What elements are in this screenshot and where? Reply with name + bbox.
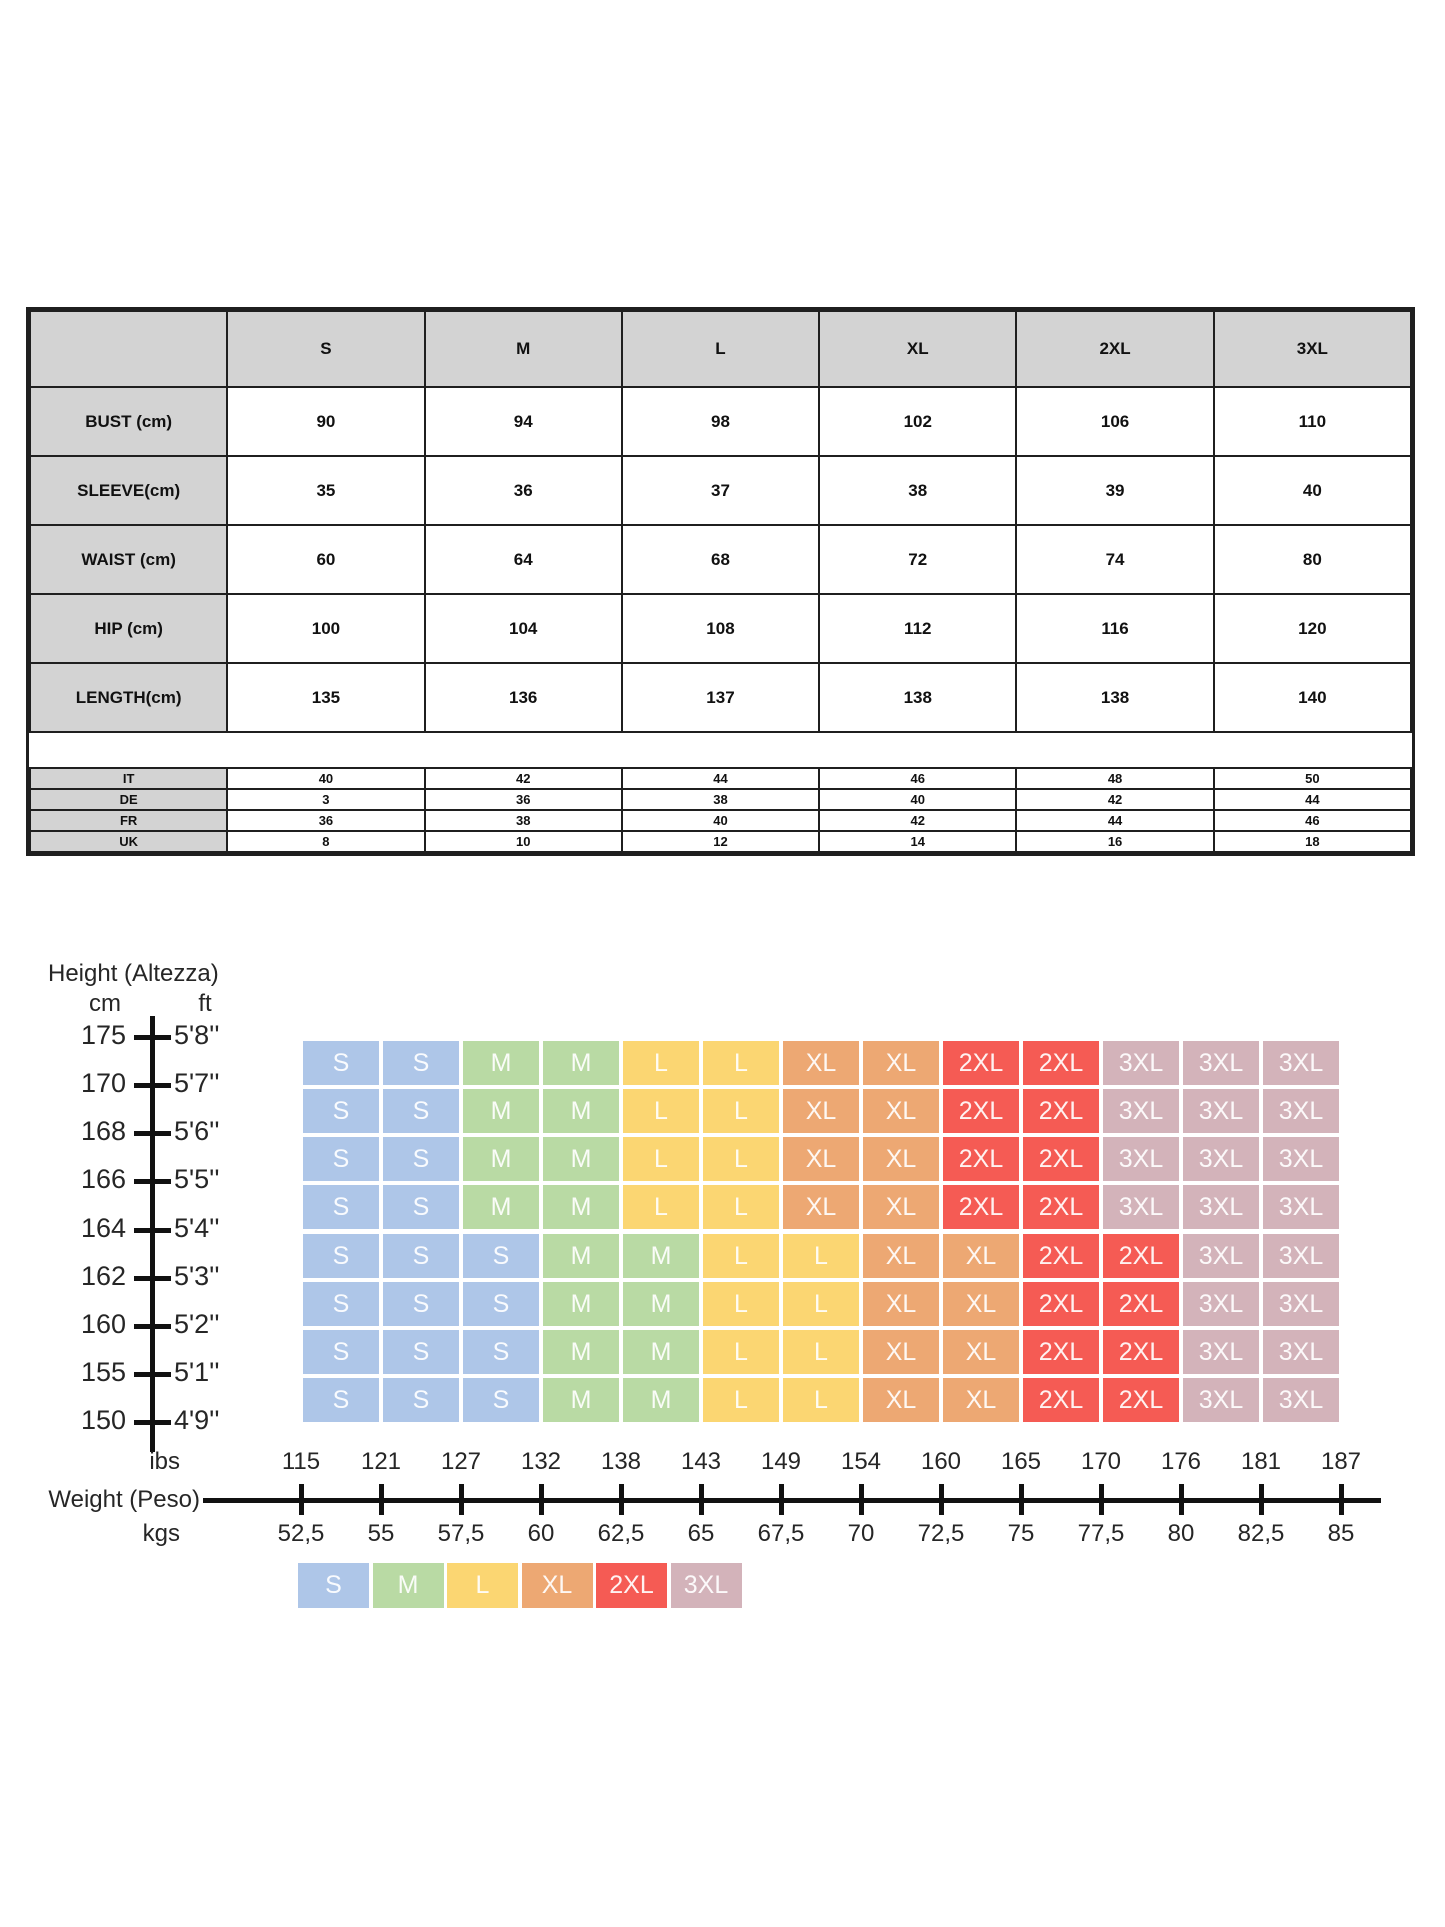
weight-kgs-tick-label: 60 (527, 1520, 555, 1547)
size-grid-cell: 3XL (1263, 1137, 1339, 1181)
weight-lbs-tick-label: 127 (440, 1448, 482, 1475)
measurement-value: 100 (227, 594, 424, 663)
height-cm-tick-label: 155 (80, 1357, 126, 1387)
size-column-header: 2XL (1016, 311, 1213, 387)
measurement-row-label: HIP (cm) (30, 594, 227, 663)
conversion-size-value: 14 (819, 831, 1016, 852)
unit-cm-label: cm (89, 990, 121, 1017)
size-grid-cell: 2XL (1023, 1185, 1099, 1229)
weight-lbs-tick-label: 154 (840, 1448, 882, 1475)
height-ft-tick-label: 4'9'' (174, 1405, 220, 1435)
height-axis-title: Height (Altezza) (48, 960, 219, 987)
measurement-value: 138 (1016, 663, 1213, 732)
weight-tick-mark (1019, 1484, 1024, 1515)
size-grid-cell: 3XL (1103, 1041, 1179, 1085)
weight-tick-mark (459, 1484, 464, 1515)
size-grid-cell: S (463, 1378, 539, 1422)
size-grid-cell: S (383, 1282, 459, 1326)
weight-lbs-tick-label: 132 (520, 1448, 562, 1475)
weight-lbs-tick-label: 170 (1080, 1448, 1122, 1475)
conversion-size-value: 44 (1016, 810, 1213, 831)
size-grid-cell: 3XL (1263, 1234, 1339, 1278)
size-grid-cell: M (463, 1089, 539, 1133)
size-grid-cell: XL (863, 1041, 939, 1085)
size-grid-cell: 3XL (1103, 1089, 1179, 1133)
weight-tick-mark (1339, 1484, 1344, 1515)
size-legend-swatch: 2XL (596, 1563, 667, 1608)
size-grid-cell: XL (783, 1041, 859, 1085)
measurement-value: 36 (425, 456, 622, 525)
size-grid-cell: S (383, 1185, 459, 1229)
size-grid-cell: L (783, 1282, 859, 1326)
size-grid-cell: S (383, 1234, 459, 1278)
measurement-row-label: LENGTH(cm) (30, 663, 227, 732)
size-legend-swatch: S (298, 1563, 369, 1608)
size-grid-cell: M (623, 1234, 699, 1278)
weight-lbs-tick-label: 121 (360, 1448, 402, 1475)
weight-tick-mark (299, 1484, 304, 1515)
size-grid-cell: S (383, 1330, 459, 1374)
size-grid-cell: L (703, 1330, 779, 1374)
weight-lbs-tick-label: 160 (920, 1448, 962, 1475)
measurement-value: 112 (819, 594, 1016, 663)
measurement-value: 60 (227, 525, 424, 594)
measurement-value: 80 (1214, 525, 1411, 594)
conversion-size-value: 42 (1016, 789, 1213, 810)
conversion-size-value: 42 (425, 768, 622, 789)
size-grid-cell: 3XL (1263, 1378, 1339, 1422)
measurement-row-label: BUST (cm) (30, 387, 227, 456)
size-grid-cell: L (623, 1041, 699, 1085)
size-grid-cell: 3XL (1263, 1041, 1339, 1085)
measurement-value: 74 (1016, 525, 1213, 594)
size-grid-cell: 2XL (943, 1137, 1019, 1181)
size-grid-cell: 3XL (1183, 1185, 1259, 1229)
conversion-size-value: 36 (227, 810, 424, 831)
conversion-size-value: 40 (622, 810, 819, 831)
weight-tick-mark (939, 1484, 944, 1515)
conversion-size-value: 50 (1214, 768, 1411, 789)
size-grid-cell: S (383, 1378, 459, 1422)
height-ft-tick-label: 5'3'' (174, 1261, 220, 1291)
size-grid-cell: XL (783, 1089, 859, 1133)
size-grid-cell: XL (783, 1185, 859, 1229)
conversion-size-value: 38 (425, 810, 622, 831)
measurement-value: 35 (227, 456, 424, 525)
size-legend-swatch: XL (522, 1563, 593, 1608)
size-column-header: 3XL (1214, 311, 1411, 387)
height-ft-tick-label: 5'7'' (174, 1068, 220, 1098)
size-grid-cell: L (703, 1137, 779, 1181)
measurement-value: 120 (1214, 594, 1411, 663)
size-grid-cell: 2XL (1023, 1378, 1099, 1422)
measurement-value: 116 (1016, 594, 1213, 663)
size-grid-cell: M (543, 1185, 619, 1229)
measurement-value: 90 (227, 387, 424, 456)
weight-axis-label: Weight (Peso) (48, 1486, 200, 1513)
measurement-value: 64 (425, 525, 622, 594)
size-legend-swatch: M (373, 1563, 444, 1608)
conversion-size-value: 36 (425, 789, 622, 810)
weight-kgs-tick-label: 70 (847, 1520, 875, 1547)
size-grid-cell: XL (783, 1137, 859, 1181)
size-grid-cell: S (303, 1282, 379, 1326)
unit-kgs-label: kgs (142, 1520, 180, 1547)
size-grid-cell: M (463, 1041, 539, 1085)
size-grid-cell: S (303, 1378, 379, 1422)
measurement-value: 137 (622, 663, 819, 732)
size-column-header: XL (819, 311, 1016, 387)
size-grid-cell: XL (863, 1185, 939, 1229)
measurement-value: 104 (425, 594, 622, 663)
conversion-size-value: 40 (227, 768, 424, 789)
size-column-header: L (622, 311, 819, 387)
size-grid-cell: L (703, 1041, 779, 1085)
height-cm-tick-label: 175 (80, 1020, 126, 1050)
weight-lbs-tick-label: 187 (1320, 1448, 1362, 1475)
measurement-value: 40 (1214, 456, 1411, 525)
height-cm-tick-label: 162 (80, 1261, 126, 1291)
height-cm-tick-label: 170 (80, 1068, 126, 1098)
size-grid-cell: 2XL (1023, 1282, 1099, 1326)
height-ft-tick-label: 5'4'' (174, 1213, 220, 1243)
measurement-value: 136 (425, 663, 622, 732)
size-grid-cell: 2XL (1023, 1089, 1099, 1133)
measurement-value: 140 (1214, 663, 1411, 732)
size-grid-cell: 3XL (1183, 1234, 1259, 1278)
size-grid-cell: 2XL (943, 1185, 1019, 1229)
size-grid-cell: S (383, 1137, 459, 1181)
measurement-value: 138 (819, 663, 1016, 732)
weight-kgs-tick-label: 77,5 (1077, 1520, 1125, 1547)
size-grid-cell: 2XL (1103, 1330, 1179, 1374)
size-grid-cell: S (303, 1089, 379, 1133)
weight-kgs-tick-label: 52,5 (277, 1520, 325, 1547)
size-grid-cell: 3XL (1263, 1089, 1339, 1133)
conversion-size-value: 3 (227, 789, 424, 810)
size-grid-cell: 3XL (1183, 1041, 1259, 1085)
height-tick-mark (134, 1179, 171, 1184)
weight-kgs-tick-label: 85 (1327, 1520, 1355, 1547)
weight-tick-mark (539, 1484, 544, 1515)
size-grid-cell: L (703, 1089, 779, 1133)
size-grid-cell: M (543, 1234, 619, 1278)
size-grid-cell: L (623, 1089, 699, 1133)
size-grid-cell: 3XL (1103, 1185, 1179, 1229)
size-grid-cell: S (303, 1234, 379, 1278)
measurement-value: 37 (622, 456, 819, 525)
conversion-size-value: 42 (819, 810, 1016, 831)
weight-lbs-tick-label: 138 (600, 1448, 642, 1475)
conversion-size-value: 40 (819, 789, 1016, 810)
height-tick-mark (134, 1420, 171, 1425)
measurement-value: 39 (1016, 456, 1213, 525)
size-grid-cell: 3XL (1183, 1089, 1259, 1133)
size-grid-cell: M (623, 1282, 699, 1326)
size-grid-cell: M (543, 1330, 619, 1374)
conversion-size-value: 10 (425, 831, 622, 852)
size-grid-cell: XL (863, 1378, 939, 1422)
size-grid-cell: XL (863, 1089, 939, 1133)
size-grid-cell: M (623, 1378, 699, 1422)
weight-tick-mark (619, 1484, 624, 1515)
size-grid-cell: 2XL (1023, 1330, 1099, 1374)
height-cm-tick-label: 168 (80, 1116, 126, 1146)
size-grid-cell: M (463, 1137, 539, 1181)
weight-tick-mark (699, 1484, 704, 1515)
conversion-size-value: 44 (1214, 789, 1411, 810)
size-column-header: M (425, 311, 622, 387)
size-grid-cell: S (383, 1089, 459, 1133)
size-grid-cell: XL (863, 1234, 939, 1278)
size-grid-cell: 3XL (1183, 1378, 1259, 1422)
unit-lbs-label: ibs (149, 1448, 180, 1475)
weight-kgs-tick-label: 82,5 (1237, 1520, 1285, 1547)
weight-tick-mark (1099, 1484, 1104, 1515)
conversion-size-value: 12 (622, 831, 819, 852)
conversion-size-value: 8 (227, 831, 424, 852)
weight-tick-mark (1259, 1484, 1264, 1515)
size-grid-cell: 2XL (943, 1089, 1019, 1133)
size-grid-cell: 2XL (1023, 1041, 1099, 1085)
conversion-country-label: DE (30, 789, 227, 810)
weight-lbs-tick-label: 181 (1240, 1448, 1282, 1475)
height-tick-mark (134, 1131, 171, 1136)
size-grid-cell: L (623, 1185, 699, 1229)
size-grid-cell: XL (943, 1234, 1019, 1278)
weight-kgs-tick-label: 75 (1007, 1520, 1035, 1547)
weight-tick-mark (1179, 1484, 1184, 1515)
measurement-row-label: WAIST (cm) (30, 525, 227, 594)
height-tick-mark (134, 1035, 171, 1040)
height-tick-mark (134, 1083, 171, 1088)
size-grid-cell: 3XL (1183, 1330, 1259, 1374)
size-grid-cell: M (543, 1089, 619, 1133)
size-grid-cell: XL (863, 1330, 939, 1374)
size-legend-swatch: L (447, 1563, 518, 1608)
size-column-header: S (227, 311, 424, 387)
size-grid-cell: 3XL (1183, 1137, 1259, 1181)
weight-lbs-tick-label: 149 (760, 1448, 802, 1475)
height-ft-tick-label: 5'1'' (174, 1357, 220, 1387)
conversion-size-value: 48 (1016, 768, 1213, 789)
size-grid-cell: 2XL (1023, 1234, 1099, 1278)
weight-kgs-tick-label: 57,5 (437, 1520, 485, 1547)
measurement-value: 110 (1214, 387, 1411, 456)
size-grid-cell: L (623, 1137, 699, 1181)
weight-lbs-tick-label: 176 (1160, 1448, 1202, 1475)
weight-kgs-tick-label: 67,5 (757, 1520, 805, 1547)
conversion-country-label: IT (30, 768, 227, 789)
size-grid-cell: 2XL (1103, 1282, 1179, 1326)
size-grid-cell: 3XL (1263, 1282, 1339, 1326)
weight-tick-mark (859, 1484, 864, 1515)
measurement-value: 102 (819, 387, 1016, 456)
weight-kgs-tick-label: 62,5 (597, 1520, 645, 1547)
size-grid-cell: L (703, 1185, 779, 1229)
measurement-value: 72 (819, 525, 1016, 594)
height-tick-mark (134, 1276, 171, 1281)
conversion-size-value: 44 (622, 768, 819, 789)
size-grid-cell: L (703, 1282, 779, 1326)
measurement-value: 94 (425, 387, 622, 456)
measurement-row-label: SLEEVE(cm) (30, 456, 227, 525)
size-grid-cell: XL (863, 1137, 939, 1181)
conversion-size-value: 46 (819, 768, 1016, 789)
height-tick-mark (134, 1324, 171, 1329)
size-grid-cell: L (783, 1234, 859, 1278)
height-tick-mark (134, 1372, 171, 1377)
size-grid-cell: L (703, 1378, 779, 1422)
measurement-value: 98 (622, 387, 819, 456)
size-grid-cell: M (543, 1041, 619, 1085)
height-ft-tick-label: 5'2'' (174, 1309, 220, 1339)
height-ft-tick-label: 5'6'' (174, 1116, 220, 1146)
size-grid-cell: XL (943, 1282, 1019, 1326)
size-grid-cell: S (303, 1041, 379, 1085)
conversion-size-value: 16 (1016, 831, 1213, 852)
height-axis-line (150, 1016, 155, 1452)
weight-kgs-tick-label: 55 (367, 1520, 395, 1547)
size-grid-cell: XL (943, 1330, 1019, 1374)
size-grid-cell: S (463, 1282, 539, 1326)
size-grid-cell: L (783, 1378, 859, 1422)
weight-lbs-tick-label: 143 (680, 1448, 722, 1475)
height-ft-tick-label: 5'5'' (174, 1164, 220, 1194)
size-grid-cell: S (463, 1330, 539, 1374)
height-cm-tick-label: 150 (80, 1405, 126, 1435)
size-grid-cell: 3XL (1103, 1137, 1179, 1181)
measurement-value: 106 (1016, 387, 1213, 456)
height-ft-tick-label: 5'8'' (174, 1020, 220, 1050)
size-grid-cell: S (303, 1330, 379, 1374)
size-grid-cell: 3XL (1183, 1282, 1259, 1326)
size-grid-cell: S (383, 1041, 459, 1085)
measurement-value: 38 (819, 456, 1016, 525)
conversion-country-label: FR (30, 810, 227, 831)
size-grid-cell: M (543, 1137, 619, 1181)
size-grid-cell: S (303, 1137, 379, 1181)
size-grid-cell: M (543, 1282, 619, 1326)
size-grid-cell: L (783, 1330, 859, 1374)
weight-kgs-tick-label: 72,5 (917, 1520, 965, 1547)
measurement-value: 68 (622, 525, 819, 594)
weight-kgs-tick-label: 65 (687, 1520, 715, 1547)
measurement-value: 108 (622, 594, 819, 663)
size-grid-cell: 2XL (943, 1041, 1019, 1085)
size-grid-cell: 3XL (1263, 1330, 1339, 1374)
conversion-size-value: 38 (622, 789, 819, 810)
conversion-size-value: 46 (1214, 810, 1411, 831)
weight-lbs-tick-label: 115 (281, 1448, 321, 1475)
size-grid-cell: XL (943, 1378, 1019, 1422)
weight-tick-mark (379, 1484, 384, 1515)
size-grid-cell: L (703, 1234, 779, 1278)
size-grid-cell: 2XL (1023, 1137, 1099, 1181)
conversion-size-value: 18 (1214, 831, 1411, 852)
weight-kgs-tick-label: 80 (1167, 1520, 1195, 1547)
size-grid-cell: M (543, 1378, 619, 1422)
size-legend-swatch: 3XL (671, 1563, 742, 1608)
weight-lbs-tick-label: 165 (1000, 1448, 1042, 1475)
size-grid-cell: M (463, 1185, 539, 1229)
height-tick-mark (134, 1228, 171, 1233)
measurement-value: 135 (227, 663, 424, 732)
size-grid-cell: XL (863, 1282, 939, 1326)
conversion-country-label: UK (30, 831, 227, 852)
height-cm-tick-label: 166 (80, 1164, 126, 1194)
height-cm-tick-label: 160 (80, 1309, 126, 1339)
unit-ft-label: ft (198, 990, 212, 1017)
size-grid-cell: S (463, 1234, 539, 1278)
size-grid-cell: M (623, 1330, 699, 1374)
size-grid-cell: 3XL (1263, 1185, 1339, 1229)
weight-tick-mark (779, 1484, 784, 1515)
height-cm-tick-label: 164 (80, 1213, 126, 1243)
size-grid-cell: 2XL (1103, 1234, 1179, 1278)
size-grid-cell: 2XL (1103, 1378, 1179, 1422)
size-grid-cell: S (303, 1185, 379, 1229)
